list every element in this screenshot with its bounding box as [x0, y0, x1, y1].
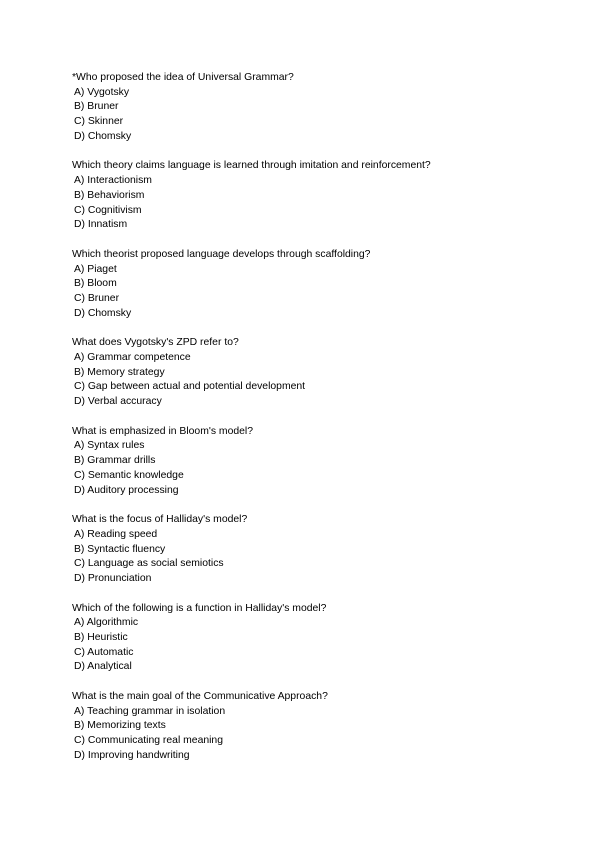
option-b: B) Heuristic [74, 632, 128, 643]
question-text: What does Vygotsky's ZPD refer to? [72, 337, 239, 349]
question-text: What is the main goal of the Communicative Approach? [72, 691, 328, 703]
option-b: B) Grammar drills [74, 455, 156, 467]
question-1 [72, 71, 572, 144]
option-a: A) Algorithmic [74, 617, 139, 629]
question-text: What is the focus of Halliday's model? [72, 514, 248, 526]
option-d: D) Innatism [74, 219, 128, 231]
option-d: D) Pronunciation [74, 572, 152, 584]
question-5 [72, 425, 572, 498]
option-b: B) Behaviorism [74, 189, 145, 201]
question-text: *Who proposed the idea of Universal Grammar? [72, 72, 294, 83]
question-3 [72, 248, 572, 321]
option-d: D) Verbal accuracy [74, 396, 162, 408]
option-a: A) Reading speed [74, 528, 158, 540]
option-b: B) Memorizing texts [74, 720, 166, 732]
option-d: D) Improving handwriting [74, 749, 190, 761]
option-c: C) Skinner [74, 116, 124, 128]
question-text: Which of the following is a function in Halliday's model? [72, 602, 327, 614]
option-c: C) Automatic [74, 646, 134, 658]
option-a: A) Syntax rules [74, 440, 145, 452]
question-text: Which theorist proposed language develops through scaffolding? [72, 248, 371, 260]
option-d: D) Auditory processing [74, 484, 179, 496]
option-b: B) Bloom [74, 278, 117, 290]
option-c: C) Communicating real meaning [74, 735, 223, 747]
option-d: D) Analytical [74, 661, 132, 673]
question-text: What is emphasized in Bloom's model? [72, 425, 254, 437]
question-8 [72, 690, 572, 763]
option-a: A) Teaching grammar in isolation [74, 705, 226, 717]
question-4 [72, 336, 572, 409]
question-2 [72, 159, 572, 232]
question-text: Which theory claims language is learned through imitation and reinforcement? [72, 160, 431, 172]
option-d: D) Chomsky [74, 130, 132, 142]
option-b: B) Bruner [74, 101, 119, 113]
option-a: A) Piaget [74, 263, 117, 275]
option-b: B) Memory strategy [74, 366, 165, 378]
option-b: B) Syntactic fluency [74, 543, 166, 555]
question-7 [72, 602, 572, 675]
question-6 [72, 513, 572, 586]
option-c: C) Cognitivism [74, 204, 142, 216]
option-a: A) Vygotsky [74, 86, 130, 98]
quiz-page [72, 71, 572, 779]
option-a: A) Interactionism [74, 175, 152, 187]
option-c: C) Bruner [74, 292, 120, 304]
option-c: C) Gap between actual and potential development [74, 381, 306, 393]
option-a: A) Grammar competence [74, 352, 191, 363]
option-d: D) Chomsky [74, 307, 132, 319]
option-c: C) Semantic knowledge [74, 469, 184, 481]
option-c: C) Language as social semiotics [74, 558, 224, 570]
